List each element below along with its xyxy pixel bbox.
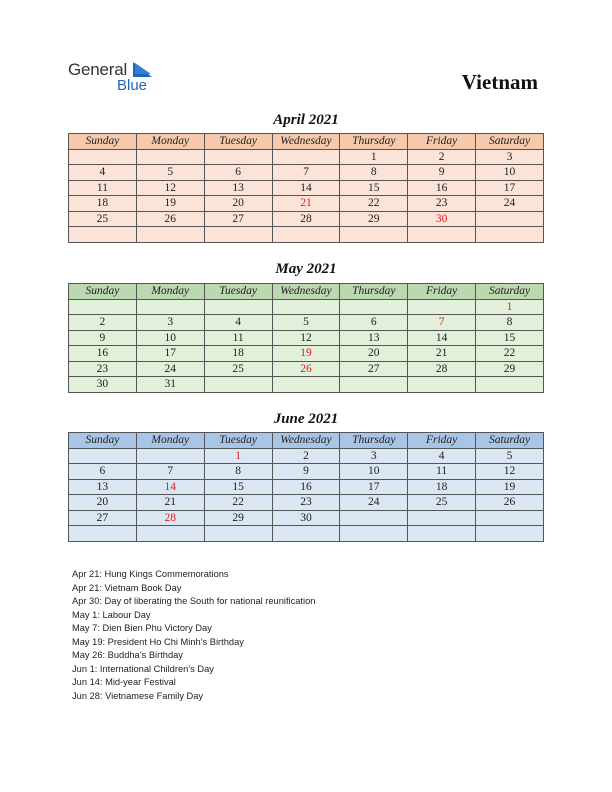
empty-day-cell bbox=[136, 526, 204, 542]
weekday-header-saturday: Saturday bbox=[476, 433, 544, 449]
day-cell: 1 bbox=[476, 299, 544, 315]
empty-day-cell bbox=[340, 377, 408, 393]
day-cell: 28 bbox=[272, 211, 340, 227]
week-row bbox=[69, 361, 544, 377]
day-cell: 5 bbox=[136, 165, 204, 181]
day-cell: 12 bbox=[272, 330, 340, 346]
week-row bbox=[69, 479, 544, 495]
day-cell: 13 bbox=[340, 330, 408, 346]
logo-general-text: General bbox=[68, 60, 128, 79]
empty-day-cell bbox=[476, 377, 544, 393]
empty-day-cell bbox=[408, 377, 476, 393]
empty-day-cell bbox=[204, 377, 272, 393]
day-cell: 14 bbox=[408, 330, 476, 346]
week-row bbox=[69, 196, 544, 212]
weekday-header-thursday: Thursday bbox=[340, 134, 408, 150]
day-cell: 27 bbox=[69, 510, 137, 526]
week-row bbox=[69, 211, 544, 227]
day-cell: 29 bbox=[476, 361, 544, 377]
empty-day-cell bbox=[408, 227, 476, 243]
day-cell: 23 bbox=[272, 495, 340, 511]
empty-day-cell bbox=[204, 227, 272, 243]
day-cell: 30 bbox=[69, 377, 137, 393]
weekday-header-monday: Monday bbox=[136, 134, 204, 150]
holiday-notes-list bbox=[72, 568, 315, 703]
day-cell: 7 bbox=[272, 165, 340, 181]
day-cell: 10 bbox=[136, 330, 204, 346]
day-cell: 2 bbox=[272, 448, 340, 464]
day-cell: 16 bbox=[69, 346, 137, 362]
day-cell: 17 bbox=[340, 479, 408, 495]
empty-day-cell bbox=[136, 448, 204, 464]
holiday-note: May 26: Buddha’s Birthday bbox=[72, 650, 183, 660]
week-row bbox=[69, 495, 544, 511]
week-row bbox=[69, 448, 544, 464]
day-cell: 23 bbox=[69, 361, 137, 377]
weekday-header-friday: Friday bbox=[408, 433, 476, 449]
day-cell: 5 bbox=[272, 315, 340, 331]
day-cell: 24 bbox=[340, 495, 408, 511]
day-cell: 3 bbox=[136, 315, 204, 331]
day-cell: 9 bbox=[272, 464, 340, 480]
empty-day-cell bbox=[69, 448, 137, 464]
day-cell: 17 bbox=[476, 180, 544, 196]
day-cell: 26 bbox=[136, 211, 204, 227]
weekday-header-thursday: Thursday bbox=[340, 284, 408, 300]
day-cell: 15 bbox=[340, 180, 408, 196]
empty-day-cell bbox=[340, 526, 408, 542]
day-cell: 21 bbox=[272, 196, 340, 212]
holiday-note: May 7: Dien Bien Phu Victory Day bbox=[72, 623, 212, 633]
day-cell: 23 bbox=[408, 196, 476, 212]
country-title: Vietnam bbox=[461, 70, 538, 94]
day-cell: 17 bbox=[136, 346, 204, 362]
empty-day-cell bbox=[204, 299, 272, 315]
day-cell: 25 bbox=[204, 361, 272, 377]
empty-day-cell bbox=[272, 149, 340, 165]
empty-day-cell bbox=[204, 526, 272, 542]
weekday-header-tuesday: Tuesday bbox=[204, 134, 272, 150]
day-cell: 29 bbox=[204, 510, 272, 526]
holiday-note: Apr 21: Hung Kings Commemorations bbox=[72, 569, 229, 579]
day-cell: 15 bbox=[476, 330, 544, 346]
holiday-note: Jun 1: International Children’s Day bbox=[72, 663, 214, 674]
day-cell: 19 bbox=[272, 346, 340, 362]
day-cell: 16 bbox=[272, 479, 340, 495]
day-cell: 11 bbox=[204, 330, 272, 346]
day-cell: 29 bbox=[340, 211, 408, 227]
day-cell: 13 bbox=[69, 479, 137, 495]
week-row bbox=[69, 464, 544, 480]
holiday-note: May 1: Labour Day bbox=[72, 609, 151, 620]
day-cell: 19 bbox=[136, 196, 204, 212]
brand-logo bbox=[68, 60, 168, 96]
week-row bbox=[69, 149, 544, 165]
day-cell: 1 bbox=[340, 149, 408, 165]
day-cell: 4 bbox=[204, 315, 272, 331]
weekday-header-row bbox=[69, 433, 544, 449]
empty-day-cell bbox=[408, 510, 476, 526]
day-cell: 30 bbox=[408, 211, 476, 227]
weekday-header-wednesday: Wednesday bbox=[272, 284, 340, 300]
empty-day-cell bbox=[476, 227, 544, 243]
empty-day-cell bbox=[476, 510, 544, 526]
day-cell: 18 bbox=[69, 196, 137, 212]
day-cell: 22 bbox=[340, 196, 408, 212]
day-cell: 21 bbox=[136, 495, 204, 511]
empty-day-cell bbox=[136, 149, 204, 165]
empty-day-cell bbox=[408, 299, 476, 315]
holiday-note: Jun 14: Mid-year Festival bbox=[72, 677, 176, 687]
day-cell: 2 bbox=[408, 149, 476, 165]
empty-day-cell bbox=[136, 227, 204, 243]
empty-day-cell bbox=[476, 526, 544, 542]
logo-blue-text: Blue bbox=[117, 77, 148, 94]
week-row bbox=[69, 227, 544, 243]
day-cell: 20 bbox=[340, 346, 408, 362]
weekday-header-row bbox=[69, 284, 544, 300]
week-row bbox=[69, 165, 544, 181]
week-row bbox=[69, 330, 544, 346]
weekday-header-saturday: Saturday bbox=[476, 134, 544, 150]
weekday-header-sunday: Sunday bbox=[69, 284, 137, 300]
day-cell: 24 bbox=[476, 196, 544, 212]
day-cell: 12 bbox=[476, 464, 544, 480]
week-row bbox=[69, 299, 544, 315]
empty-day-cell bbox=[476, 211, 544, 227]
weekday-header-tuesday: Tuesday bbox=[204, 433, 272, 449]
weekday-header-tuesday: Tuesday bbox=[204, 284, 272, 300]
day-cell: 13 bbox=[204, 180, 272, 196]
weekday-header-friday: Friday bbox=[408, 134, 476, 150]
month-title-may: May 2021 bbox=[275, 261, 337, 277]
day-cell: 5 bbox=[476, 448, 544, 464]
week-row bbox=[69, 180, 544, 196]
weekday-header-saturday: Saturday bbox=[476, 284, 544, 300]
calendar-june bbox=[68, 432, 544, 542]
day-cell: 7 bbox=[136, 464, 204, 480]
weekday-header-monday: Monday bbox=[136, 284, 204, 300]
day-cell: 20 bbox=[204, 196, 272, 212]
day-cell: 8 bbox=[340, 165, 408, 181]
day-cell: 24 bbox=[136, 361, 204, 377]
empty-day-cell bbox=[69, 299, 137, 315]
day-cell: 25 bbox=[69, 211, 137, 227]
calendar-may bbox=[68, 283, 544, 393]
day-cell: 25 bbox=[408, 495, 476, 511]
week-row bbox=[69, 377, 544, 393]
day-cell: 28 bbox=[136, 510, 204, 526]
calendar-april bbox=[68, 133, 544, 243]
weekday-header-monday: Monday bbox=[136, 433, 204, 449]
day-cell: 8 bbox=[476, 315, 544, 331]
week-row bbox=[69, 510, 544, 526]
empty-day-cell bbox=[272, 227, 340, 243]
day-cell: 4 bbox=[408, 448, 476, 464]
weekday-header-wednesday: Wednesday bbox=[272, 134, 340, 150]
day-cell: 27 bbox=[340, 361, 408, 377]
day-cell: 3 bbox=[476, 149, 544, 165]
empty-day-cell bbox=[272, 526, 340, 542]
empty-day-cell bbox=[272, 377, 340, 393]
day-cell: 2 bbox=[69, 315, 137, 331]
empty-day-cell bbox=[272, 299, 340, 315]
weekday-header-row bbox=[69, 134, 544, 150]
day-cell: 16 bbox=[408, 180, 476, 196]
day-cell: 9 bbox=[69, 330, 137, 346]
day-cell: 30 bbox=[272, 510, 340, 526]
holiday-note: Apr 30: Day of liberating the South for national reunification bbox=[72, 596, 316, 606]
empty-day-cell bbox=[69, 526, 137, 542]
empty-day-cell bbox=[204, 149, 272, 165]
month-title-april: April 2021 bbox=[273, 112, 339, 128]
day-cell: 14 bbox=[136, 479, 204, 495]
day-cell: 6 bbox=[204, 165, 272, 181]
holiday-note: May 19: President Ho Chi Minh’s Birthday bbox=[72, 636, 244, 647]
day-cell: 10 bbox=[476, 165, 544, 181]
week-row bbox=[69, 315, 544, 331]
day-cell: 11 bbox=[69, 180, 137, 196]
day-cell: 14 bbox=[272, 180, 340, 196]
empty-day-cell bbox=[69, 227, 137, 243]
day-cell: 18 bbox=[408, 479, 476, 495]
day-cell: 11 bbox=[408, 464, 476, 480]
day-cell: 26 bbox=[272, 361, 340, 377]
day-cell: 12 bbox=[136, 180, 204, 196]
day-cell: 15 bbox=[204, 479, 272, 495]
empty-day-cell bbox=[69, 149, 137, 165]
day-cell: 18 bbox=[204, 346, 272, 362]
week-row bbox=[69, 346, 544, 362]
day-cell: 22 bbox=[204, 495, 272, 511]
weekday-header-sunday: Sunday bbox=[69, 134, 137, 150]
weekday-header-thursday: Thursday bbox=[340, 433, 408, 449]
day-cell: 22 bbox=[476, 346, 544, 362]
day-cell: 10 bbox=[340, 464, 408, 480]
day-cell: 4 bbox=[69, 165, 137, 181]
empty-day-cell bbox=[340, 227, 408, 243]
day-cell: 6 bbox=[340, 315, 408, 331]
day-cell: 28 bbox=[408, 361, 476, 377]
day-cell: 21 bbox=[408, 346, 476, 362]
holiday-note: Apr 21: Vietnam Book Day bbox=[72, 582, 182, 593]
empty-day-cell bbox=[408, 526, 476, 542]
day-cell: 20 bbox=[69, 495, 137, 511]
day-cell: 19 bbox=[476, 479, 544, 495]
empty-day-cell bbox=[340, 510, 408, 526]
day-cell: 9 bbox=[408, 165, 476, 181]
holiday-note: Jun 28: Vietnamese Family Day bbox=[72, 690, 204, 701]
day-cell: 1 bbox=[204, 448, 272, 464]
weekday-header-friday: Friday bbox=[408, 284, 476, 300]
day-cell: 27 bbox=[204, 211, 272, 227]
day-cell: 6 bbox=[69, 464, 137, 480]
weekday-header-sunday: Sunday bbox=[69, 433, 137, 449]
day-cell: 31 bbox=[136, 377, 204, 393]
empty-day-cell bbox=[340, 299, 408, 315]
day-cell: 26 bbox=[476, 495, 544, 511]
logo-triangle-icon bbox=[133, 62, 153, 78]
day-cell: 7 bbox=[408, 315, 476, 331]
empty-day-cell bbox=[136, 299, 204, 315]
month-title-june: June 2021 bbox=[273, 411, 339, 427]
day-cell: 3 bbox=[340, 448, 408, 464]
week-row bbox=[69, 526, 544, 542]
weekday-header-wednesday: Wednesday bbox=[272, 433, 340, 449]
day-cell: 8 bbox=[204, 464, 272, 480]
